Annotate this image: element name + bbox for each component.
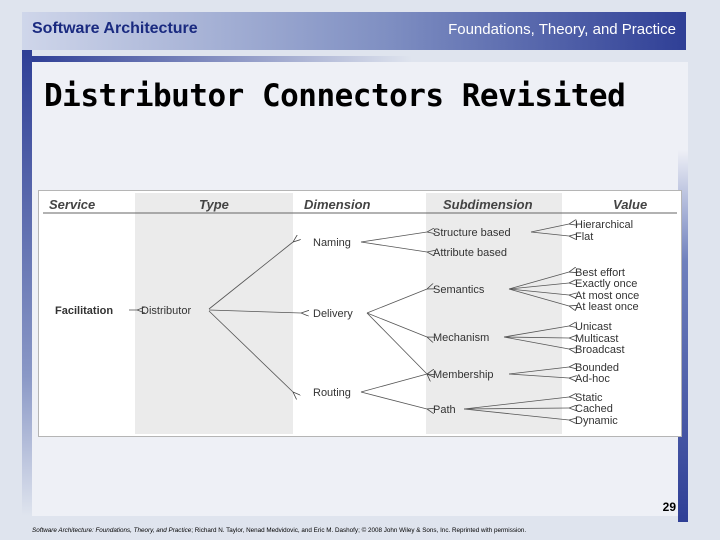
- column-header-value: Value: [613, 197, 648, 212]
- value-multicast: Multicast: [575, 333, 619, 345]
- value-flat: Flat: [575, 231, 594, 243]
- dimension-delivery: Delivery: [313, 308, 353, 320]
- value-bounded: Bounded: [575, 362, 620, 374]
- subdimension-semantics: Semantics: [433, 284, 485, 296]
- value-broadcast: Broadcast: [575, 344, 625, 356]
- column-header-service: Service: [49, 197, 96, 212]
- service-label: Facilitation: [55, 305, 114, 317]
- dimension-routing: Routing: [313, 387, 351, 399]
- value-exactly-once: Exactly once: [575, 278, 638, 290]
- value-ad-hoc: Ad-hoc: [575, 373, 610, 385]
- value-unicast: Unicast: [575, 321, 612, 333]
- header-left-title: Software Architecture: [32, 20, 198, 37]
- page-number: 29: [662, 500, 676, 514]
- footer-book-title: Software Architecture: Foundations, Theory, and Practice: [32, 527, 192, 534]
- footer-credits: ; Richard N. Taylor, Nenad Medvidovic, and Eric M. Dashofy; © 2008 John Wiley & Sons, Inc. Reprinted with permission.: [191, 527, 527, 534]
- value-static: Static: [575, 392, 603, 404]
- slide-title: Distributor Connectors Revisited: [44, 78, 626, 114]
- footer-citation: [32, 527, 526, 534]
- header-right-title: Foundations, Theory, and Practice: [448, 21, 676, 38]
- left-accent-bar: [22, 50, 32, 516]
- subdimension-mechanism: Mechanism: [433, 332, 490, 344]
- value-cached: Cached: [575, 403, 613, 415]
- value-hierarchical: Hierarchical: [575, 219, 634, 231]
- value-at-least-once: At least once: [575, 301, 639, 313]
- value-best-effort: Best effort: [575, 267, 625, 279]
- subdimension-attribute-based: Attribute based: [433, 247, 507, 259]
- type-label: Distributor: [141, 305, 192, 317]
- subdimension-structure-based: Structure based: [433, 227, 511, 239]
- dimension-naming: Naming: [313, 237, 351, 249]
- column-header-type: Type: [199, 197, 229, 212]
- column-header-subdimension: Subdimension: [443, 197, 533, 212]
- value-at-most-once: At most once: [575, 290, 640, 302]
- subdimension-path: Path: [433, 404, 456, 416]
- subdimension-membership: Membership: [433, 369, 494, 381]
- value-dynamic: Dynamic: [575, 415, 618, 427]
- title-underline: [32, 56, 412, 62]
- distributor-connector-diagram: [38, 190, 682, 437]
- column-header-dimension: Dimension: [304, 197, 371, 212]
